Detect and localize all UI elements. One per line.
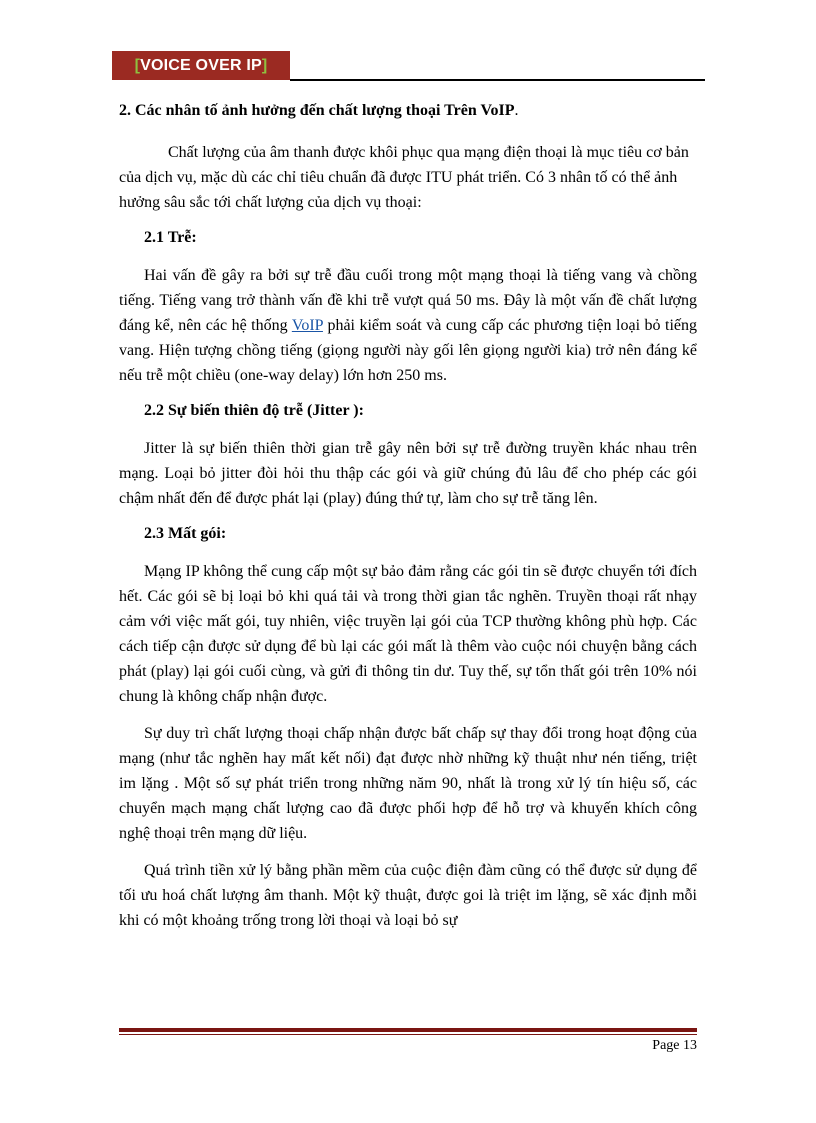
delay-text-before-link: Hai vấn đề gây ra bởi sự trễ đầu cuối trong một mạng thoại là tiếng vang và chồng tiếng. Tiếng vang trở thành vấn đề khi trễ vượt quá 50 ms. Đây là một vấn đề chất lượng đáng kể, nên các hệ thống <box>119 267 697 334</box>
header-bracket-open: [ <box>134 57 141 74</box>
section-title-text: . Các nhân tố ảnh hưởng đến chất lượng thoại Trên VoIP <box>127 102 515 119</box>
packet-loss-paragraph-2: Sự duy trì chất lượng thoại chấp nhận được bất chấp sự thay đổi trong hoạt động của mạng (như tắc nghẽn hay mất kết nối) đạt được nhờ những kỹ thuật như nén tiếng, triệt im lặng . Một số sự phát triển trong những năm 90, nhất là trong xử lý tín hiệu số, các chuyển mạch mạng chất lượng cao đã được phối hợp để hỗ trợ và khuyến khích công nghệ thoại trên mạng dữ liệu. <box>119 725 697 842</box>
delay-text-after-link: phải kiểm soát và cung cấp các phương tiện loại bỏ tiếng vang. Hiện tượng chồng tiếng (giọng người này gối lên giọng người kia) trở nên đáng kể nếu trễ một chiều (one-way delay) lớn hơn 250 ms. <box>119 317 697 384</box>
delay-paragraph <box>119 263 697 388</box>
packet-loss-paragraph-3: Quá trình tiền xử lý bằng phần mềm của cuộc điện đàm cũng có thể được sử dụng để tối ưu hoá chất lượng âm thanh. Một kỹ thuật, được goi là triệt im lặng, sẽ xác định mỗi khi có một khoảng trống trong lời thoại và loại bỏ sự <box>119 862 697 929</box>
footer-rule-thin <box>119 1034 697 1035</box>
voip-link[interactable]: VoIP <box>291 317 323 334</box>
header-rule <box>290 79 705 81</box>
header-title: VOICE OVER IP <box>140 57 262 74</box>
section-title <box>119 100 697 122</box>
section-title-period: . <box>514 102 519 119</box>
page-number: Page 13 <box>652 1038 697 1053</box>
header-tab <box>112 51 290 80</box>
footer-rule-thick <box>119 1028 697 1032</box>
page-content <box>119 100 697 945</box>
header-bracket-close: ] <box>261 57 268 74</box>
section-number: 2 <box>119 102 127 119</box>
intro-paragraph: Chất lượng của âm thanh được khôi phục qua mạng điện thoại là mục tiêu cơ bản của dịch vụ, mặc dù các chỉ tiêu chuẩn đã được ITU phát triển. Có 3 nhân tố có thể ảnh hưởng sâu sắc tới chất lượng của dịch vụ thoại: <box>119 144 689 211</box>
subsection-heading-delay: 2.1 Trễ: <box>144 229 197 246</box>
subsection-heading-packet-loss: 2.3 Mất gói: <box>144 525 227 542</box>
jitter-paragraph: Jitter là sự biến thiên thời gian trễ gây nên bởi sự trễ đường truyền khác nhau trên mạng. Loại bỏ jitter đòi hỏi thu thập các gói và giữ chúng đủ lâu để cho phép các gói chậm nhất đến để được phát lại (play) đúng thứ tự, làm cho sự trễ tăng lên. <box>119 440 697 507</box>
packet-loss-paragraph-1: Mạng IP không thể cung cấp một sự bảo đảm rằng các gói tin sẽ được chuyển tới đích hết. Các gói sẽ bị loại bỏ khi quá tải và trong thời gian tắc nghẽn. Truyền thoại rất nhạy cảm với việc mất gói, tuy nhiên, việc truyền lại gói của TCP thường không phù hợp. Các cách tiếp cận được sử dụng để bù lại các gói mất là thêm vào cuộc nói chuyện bằng cách phát (play) lại gói cuối cùng, và gửi đi thông tin dư. Tuy thế, sự tổn thất gói trên 10% nói chung là không chấp nhận được. <box>119 563 697 705</box>
subsection-heading-jitter: 2.2 Sự biến thiên độ trễ (Jitter ): <box>144 402 364 419</box>
